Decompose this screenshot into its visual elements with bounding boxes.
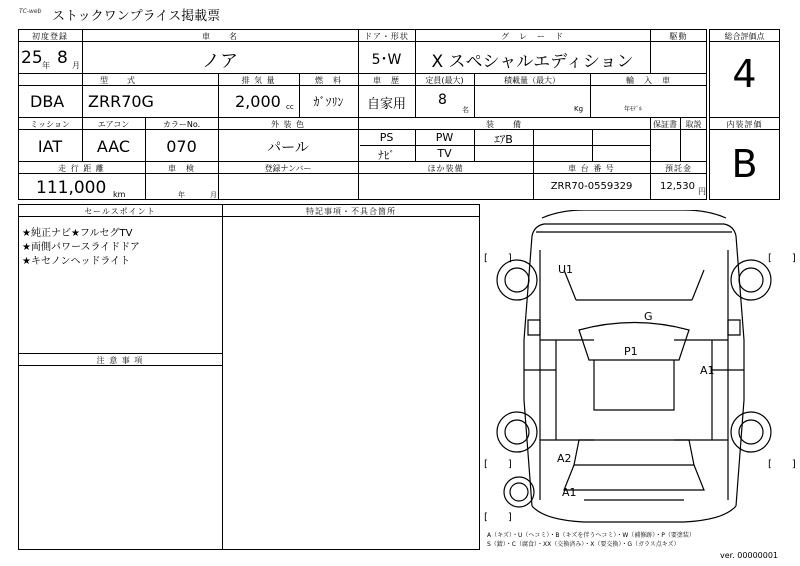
manual-label: 取説 [685, 120, 702, 129]
damage-mark-a2: A2 [557, 452, 572, 465]
displacement-label: 排 気 量 [241, 76, 276, 85]
capacity-unit: 名 [462, 106, 469, 114]
exterior-color-value: パール [267, 140, 309, 156]
model-prefix: DBA [30, 92, 65, 111]
damage-mark-p1: P1 [624, 345, 638, 358]
deposit-label: 預託金 [665, 164, 692, 173]
exterior-color-label: 外 装 色 [270, 120, 306, 129]
cautions-label: 注 意 事 項 [96, 356, 144, 365]
history-label: 車 歴 [373, 76, 400, 85]
reg-month-unit: 月 [72, 61, 80, 70]
model-value: ZRR70G [88, 92, 154, 111]
aircon-label: エアコン [97, 120, 130, 129]
import-car-label: 輸 入 車 [626, 76, 671, 85]
equip-navi: ﾅﾋﾞ [378, 149, 395, 162]
damage-mark-a1-right: A1 [700, 364, 715, 377]
reg-number-label: 登録ナンバー [264, 164, 312, 173]
legend-line-2: S（錆）・C（腐食）・XX（交換済み）・X（要交換）・G（ガラス点キズ） [487, 541, 680, 548]
model-label: 型 式 [100, 76, 136, 85]
fuel-label: 燃 料 [315, 76, 342, 85]
damage-mark-u1: U1 [558, 263, 574, 276]
door-shape-label: ドア・形状 [364, 32, 409, 41]
warranty-label: 保証書 [653, 120, 677, 129]
other-equipment-label: ほか装備 [427, 164, 464, 173]
chassis-no-label: 車 台 番 号 [568, 164, 615, 173]
page-title: ストックワンプライス掲載票 [52, 9, 221, 24]
reg-year-unit: 年 [42, 61, 50, 70]
sales-points-label: セールスポイント [84, 207, 156, 216]
load-unit: Kg [574, 105, 584, 113]
first-reg-label: 初度登録 [32, 32, 68, 41]
legend-line-1: A（キズ）・U（ヘコミ）・B（キズを伴うヘコミ）・W（補修跡）・P（要塗装） [487, 532, 695, 539]
inspection-label: 車 検 [168, 164, 195, 173]
bracket: [ ] [768, 253, 796, 264]
grade-label: グ レ ー ド [501, 32, 564, 41]
interior-score-value: B [731, 142, 758, 186]
bracket: [ ] [484, 512, 512, 523]
mileage-label: 走 行 距 離 [58, 164, 105, 173]
door-shape-value: 5･W [371, 52, 402, 68]
damage-mark-g: G [644, 310, 653, 323]
mileage-value: 111,000 [36, 178, 107, 198]
special-notes-label: 特記事項・不具合箇所 [306, 207, 396, 216]
logo: TC-web [19, 8, 42, 15]
interior-score-label: 内装評価 [726, 120, 763, 129]
sales-point-item: ★純正ナビ★フルセグTV [22, 228, 133, 239]
equip-airbag: ｴｱB [494, 133, 513, 146]
displacement-unit: cc [286, 103, 294, 111]
car-name-value: ノア [202, 51, 238, 72]
color-no-label: カラーNo. [162, 120, 201, 129]
inspection-year: 年 [178, 191, 185, 199]
bracket: [ ] [484, 459, 512, 470]
reg-month: 8 [57, 48, 68, 68]
fuel-value: ｶﾞｿﾘﾝ [313, 95, 344, 109]
mission-label: ミッション [30, 120, 70, 129]
history-value: 自家用 [366, 97, 406, 112]
capacity-value: 8 [438, 92, 447, 108]
color-no-value: 070 [166, 137, 197, 156]
equip-tv: TV [437, 147, 452, 160]
damage-mark-a1-bottom: A1 [562, 486, 577, 499]
deposit-value: 12,530 [660, 181, 695, 192]
deposit-unit: 円 [698, 187, 706, 196]
mileage-unit: km [113, 190, 126, 199]
bracket: [ ] [768, 459, 796, 470]
equip-pw: PW [435, 131, 454, 144]
bracket: [ ] [484, 253, 512, 264]
inspection-month: 月 [210, 191, 217, 199]
equipment-label: 装 備 [486, 120, 522, 129]
equip-ps: PS [379, 131, 394, 144]
capacity-label: 定員(最大) [425, 76, 464, 85]
grade-value: X スペシャルエディション [431, 52, 634, 72]
drive-label: 駆動 [669, 32, 688, 41]
car-name-label: 車 名 [202, 32, 238, 41]
sales-point-item: ★キセノンヘッドライト [22, 256, 131, 267]
chassis-no-value: ZRR70-0559329 [550, 181, 633, 192]
overall-score-label: 総合評価点 [724, 32, 765, 41]
displacement-value: 2,000 [235, 92, 281, 111]
mission-value: IAT [37, 137, 63, 156]
model-year-label: 年ﾓﾃﾞﾙ [624, 106, 643, 113]
aircon-value: AAC [96, 137, 131, 156]
load-label: 積載量（最大） [504, 76, 560, 85]
overall-score-value: 4 [732, 52, 757, 96]
reg-year: 25 [21, 48, 43, 68]
car-diagram [484, 210, 784, 535]
version-label: ver. 00000001 [720, 551, 779, 560]
sales-point-item: ★両側パワースライドドア [22, 242, 140, 253]
